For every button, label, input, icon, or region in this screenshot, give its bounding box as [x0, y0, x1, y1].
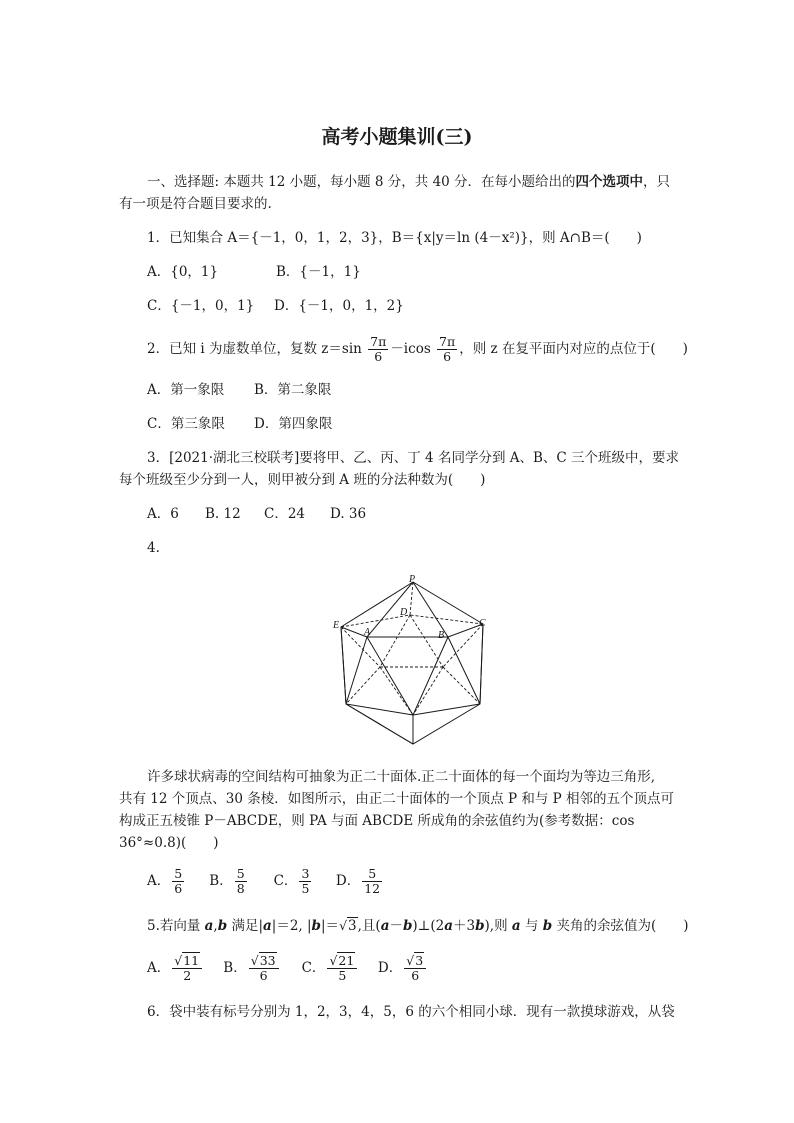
question-3-option-c: C．24 [264, 506, 306, 522]
question-5-option-d: D． $\frac{√3}{6}$ [378, 950, 428, 986]
section-text-end: ，只 [643, 174, 671, 190]
vertex-label-a: A [364, 627, 371, 638]
question-3-stem-line2: 每个班级至少分到一人，则甲被分到 A 班的分法种数为( ) [119, 472, 486, 488]
section-text: 一、选择题: 本题共 12 小题，每小题 8 分，共 40 分．在每小题给出的 [147, 174, 576, 190]
q2-fraction-1 [368, 335, 388, 364]
vertex-label-b: B [438, 630, 445, 641]
question-1-option-a: A．{0，1} [147, 264, 219, 280]
question-3-option-d: D. 36 [330, 506, 367, 522]
question-4-option-c: C． $\frac{3}{5}$ [273, 866, 310, 896]
question-1-option-d: D．{－1，0，1，2} [274, 298, 404, 314]
question-5-stem: 5.若向量 a,b 满足|a|＝2, |b|＝√3,且(a－b)⊥(2a＋3b),则 a 与 b 夹角的余弦值为( ) [147, 918, 689, 934]
question-2-option-d: D．第四象限 [254, 416, 333, 432]
vertex-label-e: E [333, 620, 340, 631]
section-heading-line2: 有一项是符合题目要求的. [119, 196, 272, 212]
question-2-option-c: C．第三象限 [147, 416, 225, 432]
q2-text-b: －icos [390, 341, 431, 357]
question-1-option-c: C．{－1，0，1} [147, 298, 255, 314]
question-3-stem-line1: 3．[2021·湖北三校联考]要将甲、乙、丙、丁 4 名同学分到 A、B、C 三个班级中，要求 [147, 450, 680, 466]
question-4-options [147, 864, 384, 898]
q2-frac1-num: 7π [370, 334, 387, 349]
question-4-stem-line2: 共有 12 个顶点、30 条棱．如图所示，由正二十面体的一个顶点 P 和与 P 相邻的五个顶点可 [119, 791, 675, 807]
question-4-option-b: B． $\frac{5}{8}$ [209, 866, 245, 896]
question-1-option-b: B．{－1，1} [276, 264, 361, 280]
vertex-label-d: D [400, 607, 408, 618]
question-2-option-a: A．第一象限 [147, 382, 225, 398]
question-5-option-a: A． $\frac{√11}{2}$ [147, 950, 219, 986]
question-4-option-d: D． $\frac{5}{12}$ [335, 866, 381, 896]
vertex-label-p: P [409, 574, 416, 585]
q2-frac2-den: 6 [443, 349, 452, 364]
q2-text-a: 2．已知 i 为虚数单位，复数 z＝sin [147, 341, 362, 357]
question-4-stem-line1: 许多球状病毒的空间结构可抽象为正二十面体.正二十面体的每一个面均为等边三角形, [147, 769, 656, 785]
question-3-option-b: B. 12 [205, 506, 241, 522]
vertex-label-c: C [479, 618, 486, 629]
q2-frac1-den: 6 [374, 349, 383, 364]
question-5-option-c: C． $\frac{√21}{5}$ [302, 950, 374, 986]
q2-frac2-num: 7π [439, 334, 456, 349]
question-1-stem: 1．已知集合 A＝{－1，0，1，2，3}，B＝{x|y＝ln (4－x²)}，则 A∩B＝( ) [147, 230, 642, 246]
question-5-option-b: B． $\frac{√33}{6}$ [223, 950, 297, 986]
q5-radicand: 3 [348, 918, 357, 934]
section-emphasis: 四个选项中 [575, 174, 644, 190]
question-2-stem [147, 334, 688, 364]
figure-outline [341, 582, 483, 744]
question-4-stem-line4: 36°≈0.8)( ) [119, 835, 219, 851]
question-4-number: 4. [147, 540, 160, 556]
icosahedron-figure [330, 572, 490, 748]
section-heading-line1 [147, 172, 670, 192]
question-6-stem-line1: 6．袋中装有标号分别为 1，2，3，4，5，6 的六个相同小球．现有一款摸球游戏，从袋 [147, 1004, 675, 1020]
question-4-stem-line3: 构成正五棱锥 P－ABCDE，则 PA 与面 ABCDE 所成角的余弦值约为(参考数据：cos [119, 813, 635, 829]
q2-fraction-2 [437, 335, 457, 364]
page-title: 高考小题集训(三) [321, 126, 473, 148]
question-4-option-a: A． $\frac{5}{6}$ [147, 866, 183, 896]
question-2-option-b: B．第二象限 [254, 382, 332, 398]
question-5-options [147, 950, 428, 986]
edge-pd-hidden [410, 582, 413, 615]
question-3-option-a: A．6 [147, 506, 179, 522]
q2-text-c: ，则 z 在复平面内对应的点位于( ) [459, 341, 688, 357]
